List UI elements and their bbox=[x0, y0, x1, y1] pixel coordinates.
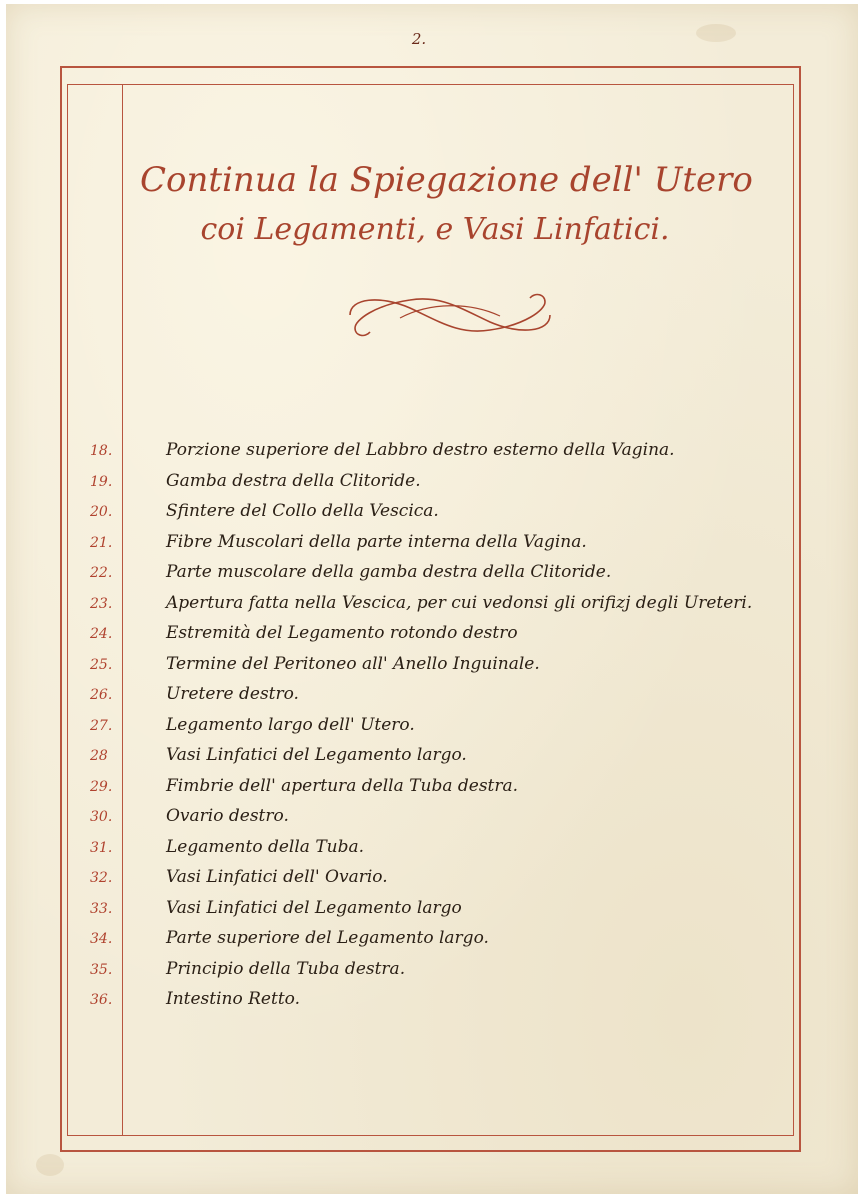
entry-text: Apertura fatta nella Vescica, per cui vedonsi gli orifizj degli Ureteri. bbox=[166, 593, 753, 613]
entry-text: Vasi Linfatici del Legamento largo. bbox=[166, 745, 467, 765]
entry-number: 19. bbox=[90, 474, 113, 490]
entry-text: Termine del Peritoneo all' Anello Inguinale. bbox=[166, 654, 540, 674]
page-title-line-1: Continua la Spiegazione dell' Utero bbox=[140, 160, 753, 200]
entry-text: Vasi Linfatici dell' Ovario. bbox=[166, 867, 388, 887]
entry-text: Intestino Retto. bbox=[166, 989, 300, 1009]
entry-text: Gamba destra della Clitoride. bbox=[166, 471, 421, 491]
entry-text: Uretere destro. bbox=[166, 684, 299, 704]
entry-text: Ovario destro. bbox=[166, 806, 289, 826]
entry-number: 35. bbox=[90, 962, 113, 978]
entry-number: 30. bbox=[90, 809, 113, 825]
entry-number: 20. bbox=[90, 504, 113, 520]
page-title-line-2: coi Legamenti, e Vasi Linfatici. bbox=[200, 212, 670, 247]
calligraphic-flourish bbox=[340, 290, 560, 340]
entry-number: 18. bbox=[90, 443, 113, 459]
entry-number: 33. bbox=[90, 901, 113, 917]
entry-text: Legamento della Tuba. bbox=[166, 837, 365, 857]
paper-stain bbox=[696, 24, 736, 42]
entry-number: 27. bbox=[90, 718, 113, 734]
entry-number: 22. bbox=[90, 565, 113, 581]
page-number: 2. bbox=[411, 30, 427, 48]
margin-rule bbox=[122, 84, 123, 1136]
entry-number: 31. bbox=[90, 840, 113, 856]
entry-text: Fibre Muscolari della parte interna della Vagina. bbox=[166, 532, 587, 552]
entry-number: 26. bbox=[90, 687, 113, 703]
entry-number: 29. bbox=[90, 779, 113, 795]
entry-number: 28 bbox=[90, 748, 108, 764]
entry-number: 23. bbox=[90, 596, 113, 612]
entry-number: 32. bbox=[90, 870, 113, 886]
entry-number: 21. bbox=[90, 535, 113, 551]
entry-text: Principio della Tuba destra. bbox=[166, 959, 406, 979]
entry-number: 24. bbox=[90, 626, 113, 642]
entry-text: Parte superiore del Legamento largo. bbox=[166, 928, 489, 948]
entry-text: Legamento largo dell' Utero. bbox=[166, 715, 415, 735]
entry-number: 25. bbox=[90, 657, 113, 673]
entry-text: Parte muscolare della gamba destra della Clitoride. bbox=[166, 562, 612, 582]
entry-number: 34. bbox=[90, 931, 113, 947]
paper-stain bbox=[36, 1154, 64, 1176]
entry-text: Estremità del Legamento rotondo destro bbox=[166, 623, 518, 643]
entry-text: Vasi Linfatici del Legamento largo bbox=[166, 898, 462, 918]
entry-text: Sfintere del Collo della Vescica. bbox=[166, 501, 439, 521]
entry-text: Porzione superiore del Labbro destro esterno della Vagina. bbox=[166, 440, 675, 460]
entry-number: 36. bbox=[90, 992, 113, 1008]
entry-text: Fimbrie dell' apertura della Tuba destra. bbox=[166, 776, 519, 796]
